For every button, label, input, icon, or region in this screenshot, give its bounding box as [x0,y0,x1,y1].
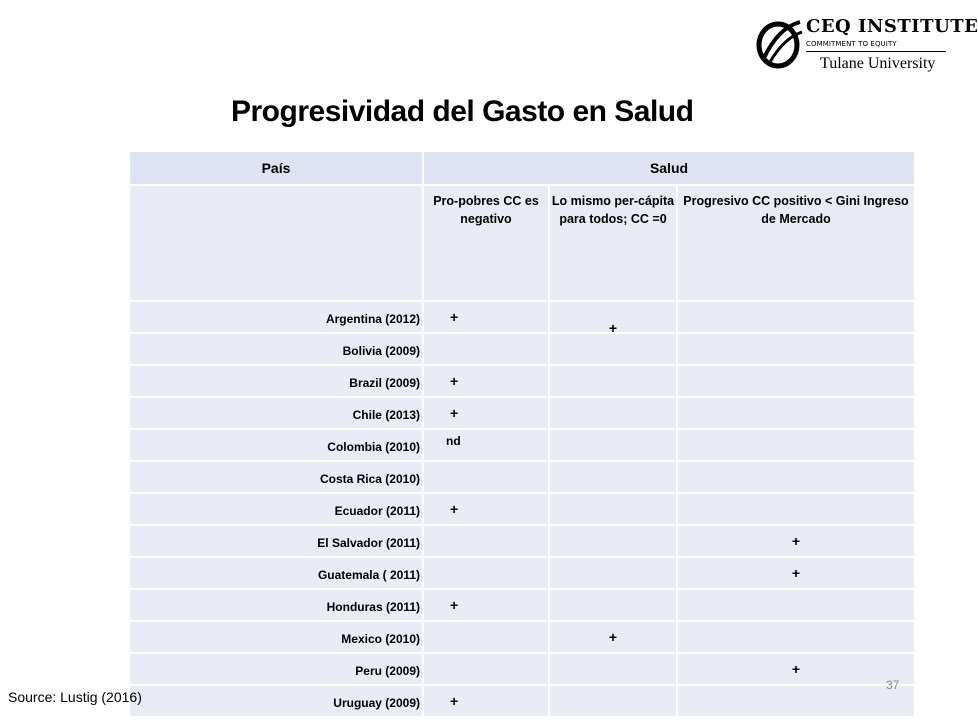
pro-pobres-cell [423,397,549,429]
table-row [129,557,915,589]
plus-mark: + [791,565,801,581]
country-cell: Guatemala ( 2011) [129,557,423,589]
country-cell: Honduras (2011) [129,589,423,621]
ceq-logo [750,14,978,72]
country-cell: Brazil (2009) [129,365,423,397]
progresivo-cell [677,333,915,365]
per-capita-cell [549,365,677,397]
progresivo-cell [677,397,915,429]
source-note: Source: Lustig (2016) [8,689,142,705]
country-cell: Uruguay (2009) [129,685,423,717]
country-cell: El Salvador (2011) [129,525,423,557]
plus-mark: + [450,693,459,709]
table-row [129,397,915,429]
salud-table [128,150,916,718]
table-row [129,333,915,365]
table-row [129,429,915,461]
plus-mark: + [608,629,618,645]
table-row [129,621,915,653]
per-capita-cell [549,493,677,525]
progresivo-cell [677,301,915,333]
country-cell: Colombia (2010) [129,429,423,461]
header-blank [129,185,423,301]
subheader-per-capita: Lo mismo per-cápita para todos; CC =0 [549,185,677,301]
country-cell: Chile (2013) [129,397,423,429]
per-capita-cell [549,685,677,717]
header-country: País [129,151,423,185]
progresivo-cell [677,365,915,397]
per-capita-cell [549,653,677,685]
plus-mark: + [450,597,459,613]
subheader-pro-pobres: Pro-pobres CC es negativo [423,185,549,301]
per-capita-cell [549,397,677,429]
country-cell: Ecuador (2011) [129,493,423,525]
page-number: 37 [886,678,900,692]
pro-pobres-cell [423,301,549,333]
country-cell: Costa Rica (2010) [129,461,423,493]
pro-pobres-cell [423,557,549,589]
progresivo-cell [677,493,915,525]
pro-pobres-cell [423,621,549,653]
table-row [129,365,915,397]
plus-mark: + [450,405,459,421]
progresivo-cell [677,429,915,461]
progresivo-cell [677,653,915,685]
pro-pobres-cell [423,685,549,717]
logo-university: Tulane University [820,55,936,72]
plus-mark: + [791,533,801,549]
logo-tagline: COMMITMENT TO EQUITY [806,40,897,48]
progresivo-cell [677,621,915,653]
progresivo-cell [677,589,915,621]
table-row [129,461,915,493]
page-title: Progresividad del Gasto en Salud [231,95,694,128]
plus-mark: + [450,501,459,517]
per-capita-cell [549,525,677,557]
country-cell: Bolivia (2009) [129,333,423,365]
table-row [129,301,915,333]
plus-mark: + [791,661,801,677]
per-capita-cell [549,320,677,365]
per-capita-cell [549,557,677,589]
country-cell: Mexico (2010) [129,621,423,653]
progresivo-cell [677,461,915,493]
table-row [129,589,915,621]
plus-mark: + [450,309,459,325]
plus-mark: + [450,373,459,389]
country-cell: Peru (2009) [129,653,423,685]
pro-pobres-cell [423,525,549,557]
progresivo-cell [677,685,915,717]
logo-name: CEQ INSTITUTE [806,16,978,37]
pro-pobres-cell [423,653,549,685]
country-cell: Argentina (2012) [129,301,423,333]
pro-pobres-cell [423,333,549,365]
pro-pobres-cell [423,365,549,397]
subheader-progresivo: Progresivo CC positivo < Gini Ingreso de Mercado [677,185,915,301]
header-salud: Salud [423,151,915,185]
progresivo-cell [677,525,915,557]
progresivo-cell [677,557,915,589]
per-capita-cell [549,429,677,461]
pro-pobres-cell [423,461,549,493]
per-capita-cell [549,461,677,493]
per-capita-cell [549,589,677,621]
table-row [129,685,915,717]
pro-pobres-cell [423,589,549,621]
plus-mark: + [608,320,618,336]
pro-pobres-cell [423,429,549,461]
nd-mark: nd [446,434,461,448]
ceq-swirl-icon [754,18,804,70]
table-row [129,493,915,525]
table-row [129,653,915,685]
logo-divider [806,51,946,52]
per-capita-cell [549,621,677,653]
table-row [129,525,915,557]
pro-pobres-cell [423,493,549,525]
